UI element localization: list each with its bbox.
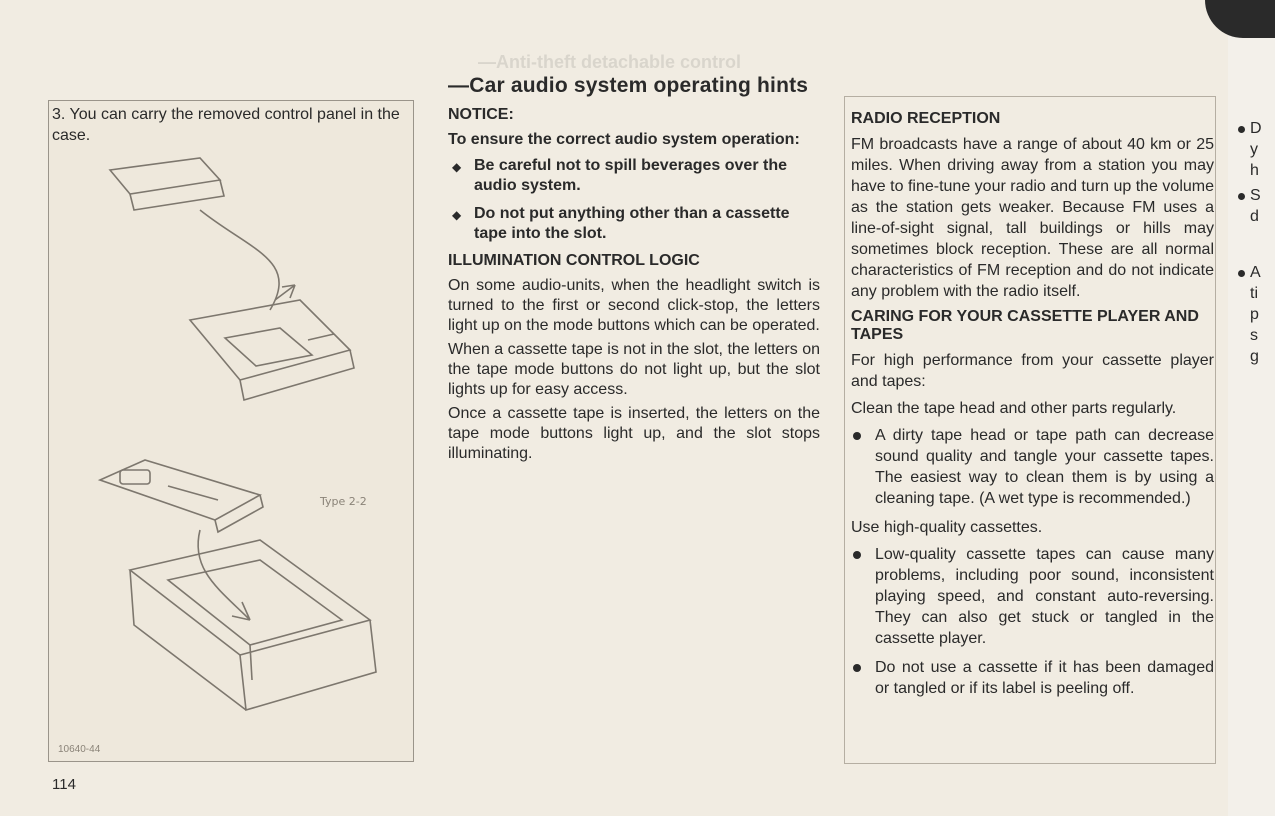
notice-item — [448, 156, 820, 196]
diamond-bullet-icon: ◆ — [452, 160, 462, 174]
clean-text: Clean the tape head and other parts regularly. — [851, 400, 1177, 417]
quality-list — [851, 544, 1214, 699]
figure-label: 10640-44 — [58, 744, 101, 755]
bullet-dot-icon — [853, 664, 861, 672]
bullet-dot-icon — [1238, 270, 1245, 277]
right-column — [851, 110, 1214, 707]
svg-text:Type 2-2: Type 2-2 — [320, 495, 367, 508]
bullet-dot-icon — [1238, 193, 1245, 200]
caring-heading: CARING FOR YOUR CASSETTE PLAYER AND TAPES — [851, 308, 1199, 343]
illumination-paragraph: Once a cassette tape is inserted, the letters on the tape mode buttons light up, and the slot stops illuminating. — [448, 405, 820, 462]
fragment: S — [1250, 187, 1261, 204]
fragment: A — [1250, 264, 1261, 281]
diamond-bullet-icon: ◆ — [452, 208, 462, 222]
quality-item — [851, 657, 1214, 699]
fragment: y — [1250, 141, 1258, 158]
quality-text: Use high-quality cassettes. — [851, 519, 1043, 536]
bullet-dot-icon — [853, 432, 861, 440]
quality-item-text: Low-quality cassette tapes can cause many problems, including poor sound, inconsistent playing speed, and constant auto-reversing. They can also get stuck or tangled in the cassette player. — [875, 546, 1214, 647]
illumination-paragraph: When a cassette tape is not in the slot, the letters on the tape mode buttons do not light up, but the slot lights up for easy access. — [448, 341, 820, 398]
illumination-heading: ILLUMINATION CONTROL LOGIC — [448, 252, 700, 269]
section-title: —Car audio system operating hints — [448, 74, 809, 97]
bullet-dot-icon — [1238, 126, 1245, 133]
clean-item-text: A dirty tape head or tape path can decrease sound quality and tangle your cassette tapes. The easiest way to clean them is by using a cleaning tape. (A wet type is recommended.) — [875, 427, 1214, 507]
notice-list — [448, 156, 820, 244]
notice-heading: NOTICE: — [448, 106, 514, 123]
page-number: 114 — [52, 776, 76, 793]
fragment: s — [1250, 327, 1258, 344]
fragment: p — [1250, 306, 1259, 323]
radio-heading: RADIO RECEPTION — [851, 110, 1001, 127]
control-panel-case-illustration — [50, 150, 412, 750]
notice-lead: To ensure the correct audio system operation: — [448, 131, 800, 148]
notice-item-text: Do not put anything other than a cassette tape into the slot. — [474, 205, 790, 242]
bullet-dot-icon — [853, 551, 861, 559]
quality-item — [851, 544, 1214, 649]
left-caption: 3. You can carry the removed control panel in the case. — [52, 106, 400, 144]
clean-item — [851, 425, 1214, 509]
caring-intro: For high performance from your cassette player and tapes: — [851, 352, 1214, 390]
fragment: d — [1250, 208, 1259, 225]
radio-paragraph: FM broadcasts have a range of about 40 km or 25 miles. When driving away from a station you may have to fine-tune your radio and turn up the volume as the station gets weaker. Because FM uses a line-of-sight signal, tall buildings or hills may sometimes block reception. These are all normal characteristics of FM reception and do not indicate any problem with the radio itself. — [851, 136, 1214, 300]
next-page-edge — [1228, 0, 1275, 816]
notice-item — [448, 204, 820, 244]
illumination-paragraph: On some audio-units, when the headlight switch is turned to the first or second click-stop, the letters light up on the mode buttons which can be operated. — [448, 277, 820, 334]
fragment: g — [1250, 348, 1259, 365]
middle-column — [448, 74, 820, 468]
fragment: D — [1250, 120, 1262, 137]
notice-item-text: Be careful not to spill beverages over the audio system. — [474, 157, 787, 194]
page-curl-shadow — [1205, 0, 1275, 38]
fragment: h — [1250, 162, 1259, 179]
fragment: ti — [1250, 285, 1258, 302]
clean-list — [851, 425, 1214, 509]
quality-item-text: Do not use a cassette if it has been damaged or tangled or if its label is peeling off. — [875, 659, 1214, 697]
